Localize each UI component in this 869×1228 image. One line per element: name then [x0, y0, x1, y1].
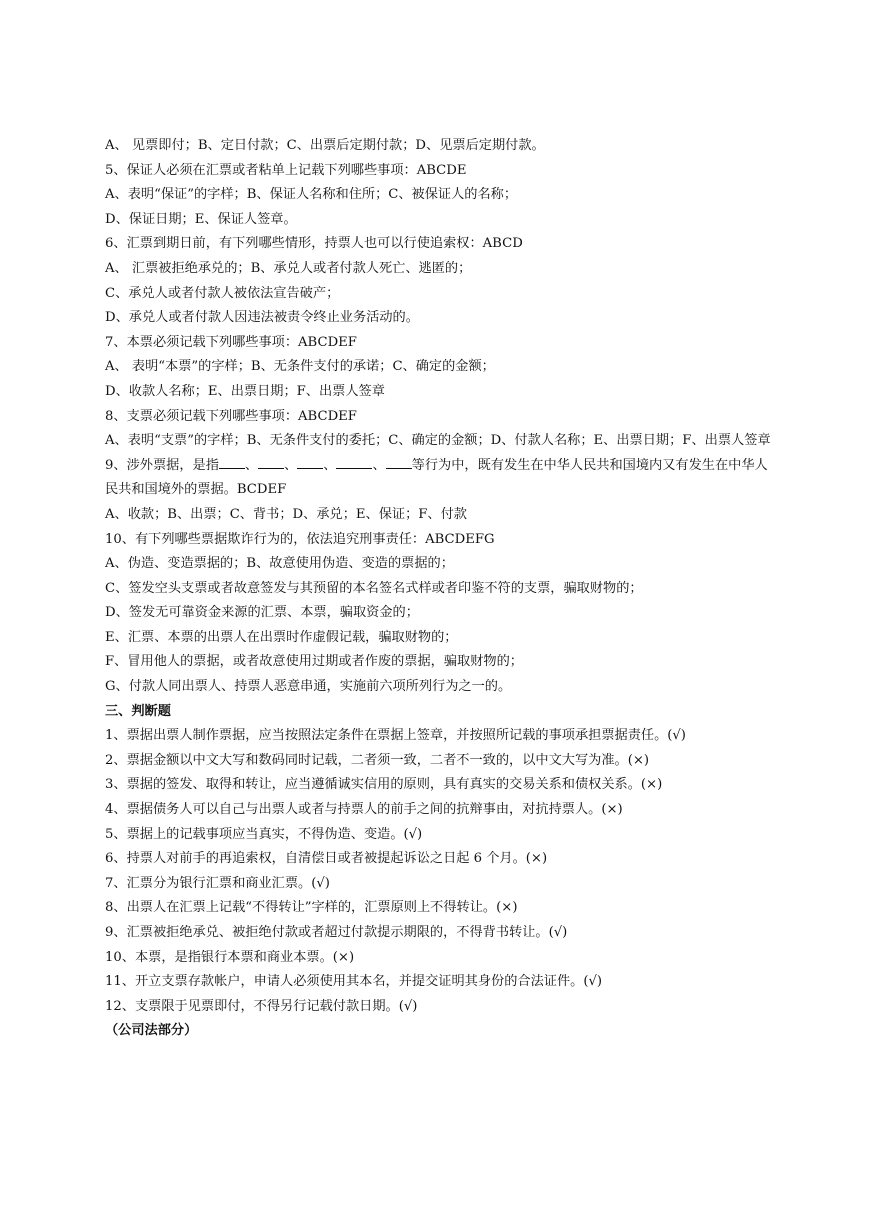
text-line: A、 见票即付；B、定日付款；C、出票后定期付款；D、见票后定期付款。: [105, 138, 545, 153]
text-line: A、收款；B、出票；C、背书；D、承兑；E、保证；F、付款: [105, 506, 467, 522]
part-heading: （公司法部分）: [105, 1023, 198, 1039]
text-line: E、汇票、本票的出票人在出票时作虚假记载，骗取财物的；: [105, 629, 458, 645]
text-line: A、 表明“本票”的字样；B、无条件支付的承诺；C、确定的金额；: [105, 359, 495, 375]
question-9-prefix: 9、涉外票据，是指: [105, 457, 219, 473]
question-9-suffix: 等行为中，既有发生在中华人民共和国境内又有发生在中华人民共和国境外的票据。BCDEF: [105, 457, 768, 498]
text-line: A、伪造、变造票据的；B、故意使用伪造、变造的票据的；: [105, 556, 454, 572]
question-8: 8、支票必须记载下列哪些事项：ABCDEF: [105, 408, 357, 424]
text-line: D、保证日期；E、保证人签章。: [105, 211, 297, 227]
separator: 、: [323, 457, 337, 473]
question-10: 10、有下列哪些票据欺诈行为的，依法追究刑事责任：ABCDEFG: [105, 531, 495, 547]
text-line: G、付款人同出票人、持票人恶意串通，实施前六项所列行为之一的。: [105, 679, 512, 695]
judgment-item: 3、票据的签发、取得和转让，应当遵循诚实信用的原则，具有真实的交易关系和债权关系。(×): [105, 777, 663, 793]
fill-blank: [297, 454, 323, 469]
fill-blank: [336, 454, 372, 469]
section-heading: 三、判断题: [105, 703, 171, 719]
document-page: [105, 134, 775, 1044]
text-line: A、表明“保证”的字样；B、保证人名称和住所；C、被保证人的名称；: [105, 187, 518, 203]
judgment-item: 6、持票人对前手的再追索权，自清偿日或者被提起诉讼之日起 6 个月。(×): [105, 851, 548, 867]
judgment-item: 9、汇票被拒绝承兑、被拒绝付款或者超过付款提示期限的，不得背书转让。(√): [105, 925, 568, 940]
judgment-item: 7、汇票分为银行汇票和商业汇票。(√): [105, 875, 330, 891]
text-line: F、冒用他人的票据，或者故意使用过期或者作废的票据，骗取财物的；: [105, 654, 523, 670]
text-line: A、 汇票被拒绝承兑的；B、承兑人或者付款人死亡、逃匿的；: [105, 260, 472, 276]
separator: 、: [372, 457, 386, 473]
judgment-item: 2、票据金额以中文大写和数码同时记载，二者须一致，二者不一致的，以中文大写为准。(×): [105, 752, 650, 768]
separator: 、: [244, 457, 259, 473]
judgment-item: 11、开立支票存款帐户，申请人必须使用其本名，并提交证明其身份的合法证件。(√): [105, 974, 603, 990]
text-line: A、表明“支票”的字样；B、无条件支付的委托；C、确定的金额；D、付款人名称；E、出票日期；F、出票人签章: [105, 433, 771, 449]
separator: 、: [284, 457, 298, 473]
judgment-item: 5、票据上的记载事项应当真实，不得伪造、变造。(√): [105, 826, 423, 842]
question-9: [105, 454, 775, 503]
question-7: 7、本票必须记载下列哪些事项：ABCDEF: [105, 334, 357, 350]
judgment-item: 4、票据债务人可以自己与出票人或者与持票人的前手之间的抗辩事由，对抗持票人。(×): [105, 802, 623, 818]
text-line: D、签发无可靠资金来源的汇票、本票，骗取资金的；: [105, 605, 419, 621]
text-line: C、签发空头支票或者故意签发与其预留的本名签名式样或者印鉴不符的支票，骗取财物的；: [105, 580, 643, 596]
text-line: D、收款人名称；E、出票日期；F、出票人签章: [105, 383, 385, 399]
text-line: D、承兑人或者付款人因违法被责令终止业务活动的。: [105, 310, 419, 326]
judgment-item: 10、本票，是指银行本票和商业本票。(×): [105, 949, 355, 965]
fill-blank: [386, 454, 412, 469]
question-5: 5、保证人必须在汇票或者粘单上记载下列哪些事项：ABCDE: [105, 162, 467, 178]
text-line: C、承兑人或者付款人被依法宣告破产；: [105, 285, 340, 301]
judgment-item: 1、票据出票人制作票据，应当按照法定条件在票据上签章，并按照所记载的事项承担票据责任。(√): [105, 728, 686, 744]
question-6: 6、汇票到期日前，有下列哪些情形，持票人也可以行使追索权：ABCD: [105, 236, 523, 252]
fill-blank: [258, 454, 284, 469]
judgment-item: 12、支票限于见票即付，不得另行记载付款日期。(√): [105, 998, 418, 1014]
fill-blank: [219, 454, 245, 469]
judgment-item: 8、出票人在汇票上记载“不得转让”字样的，汇票原则上不得转让。(×): [105, 900, 518, 916]
